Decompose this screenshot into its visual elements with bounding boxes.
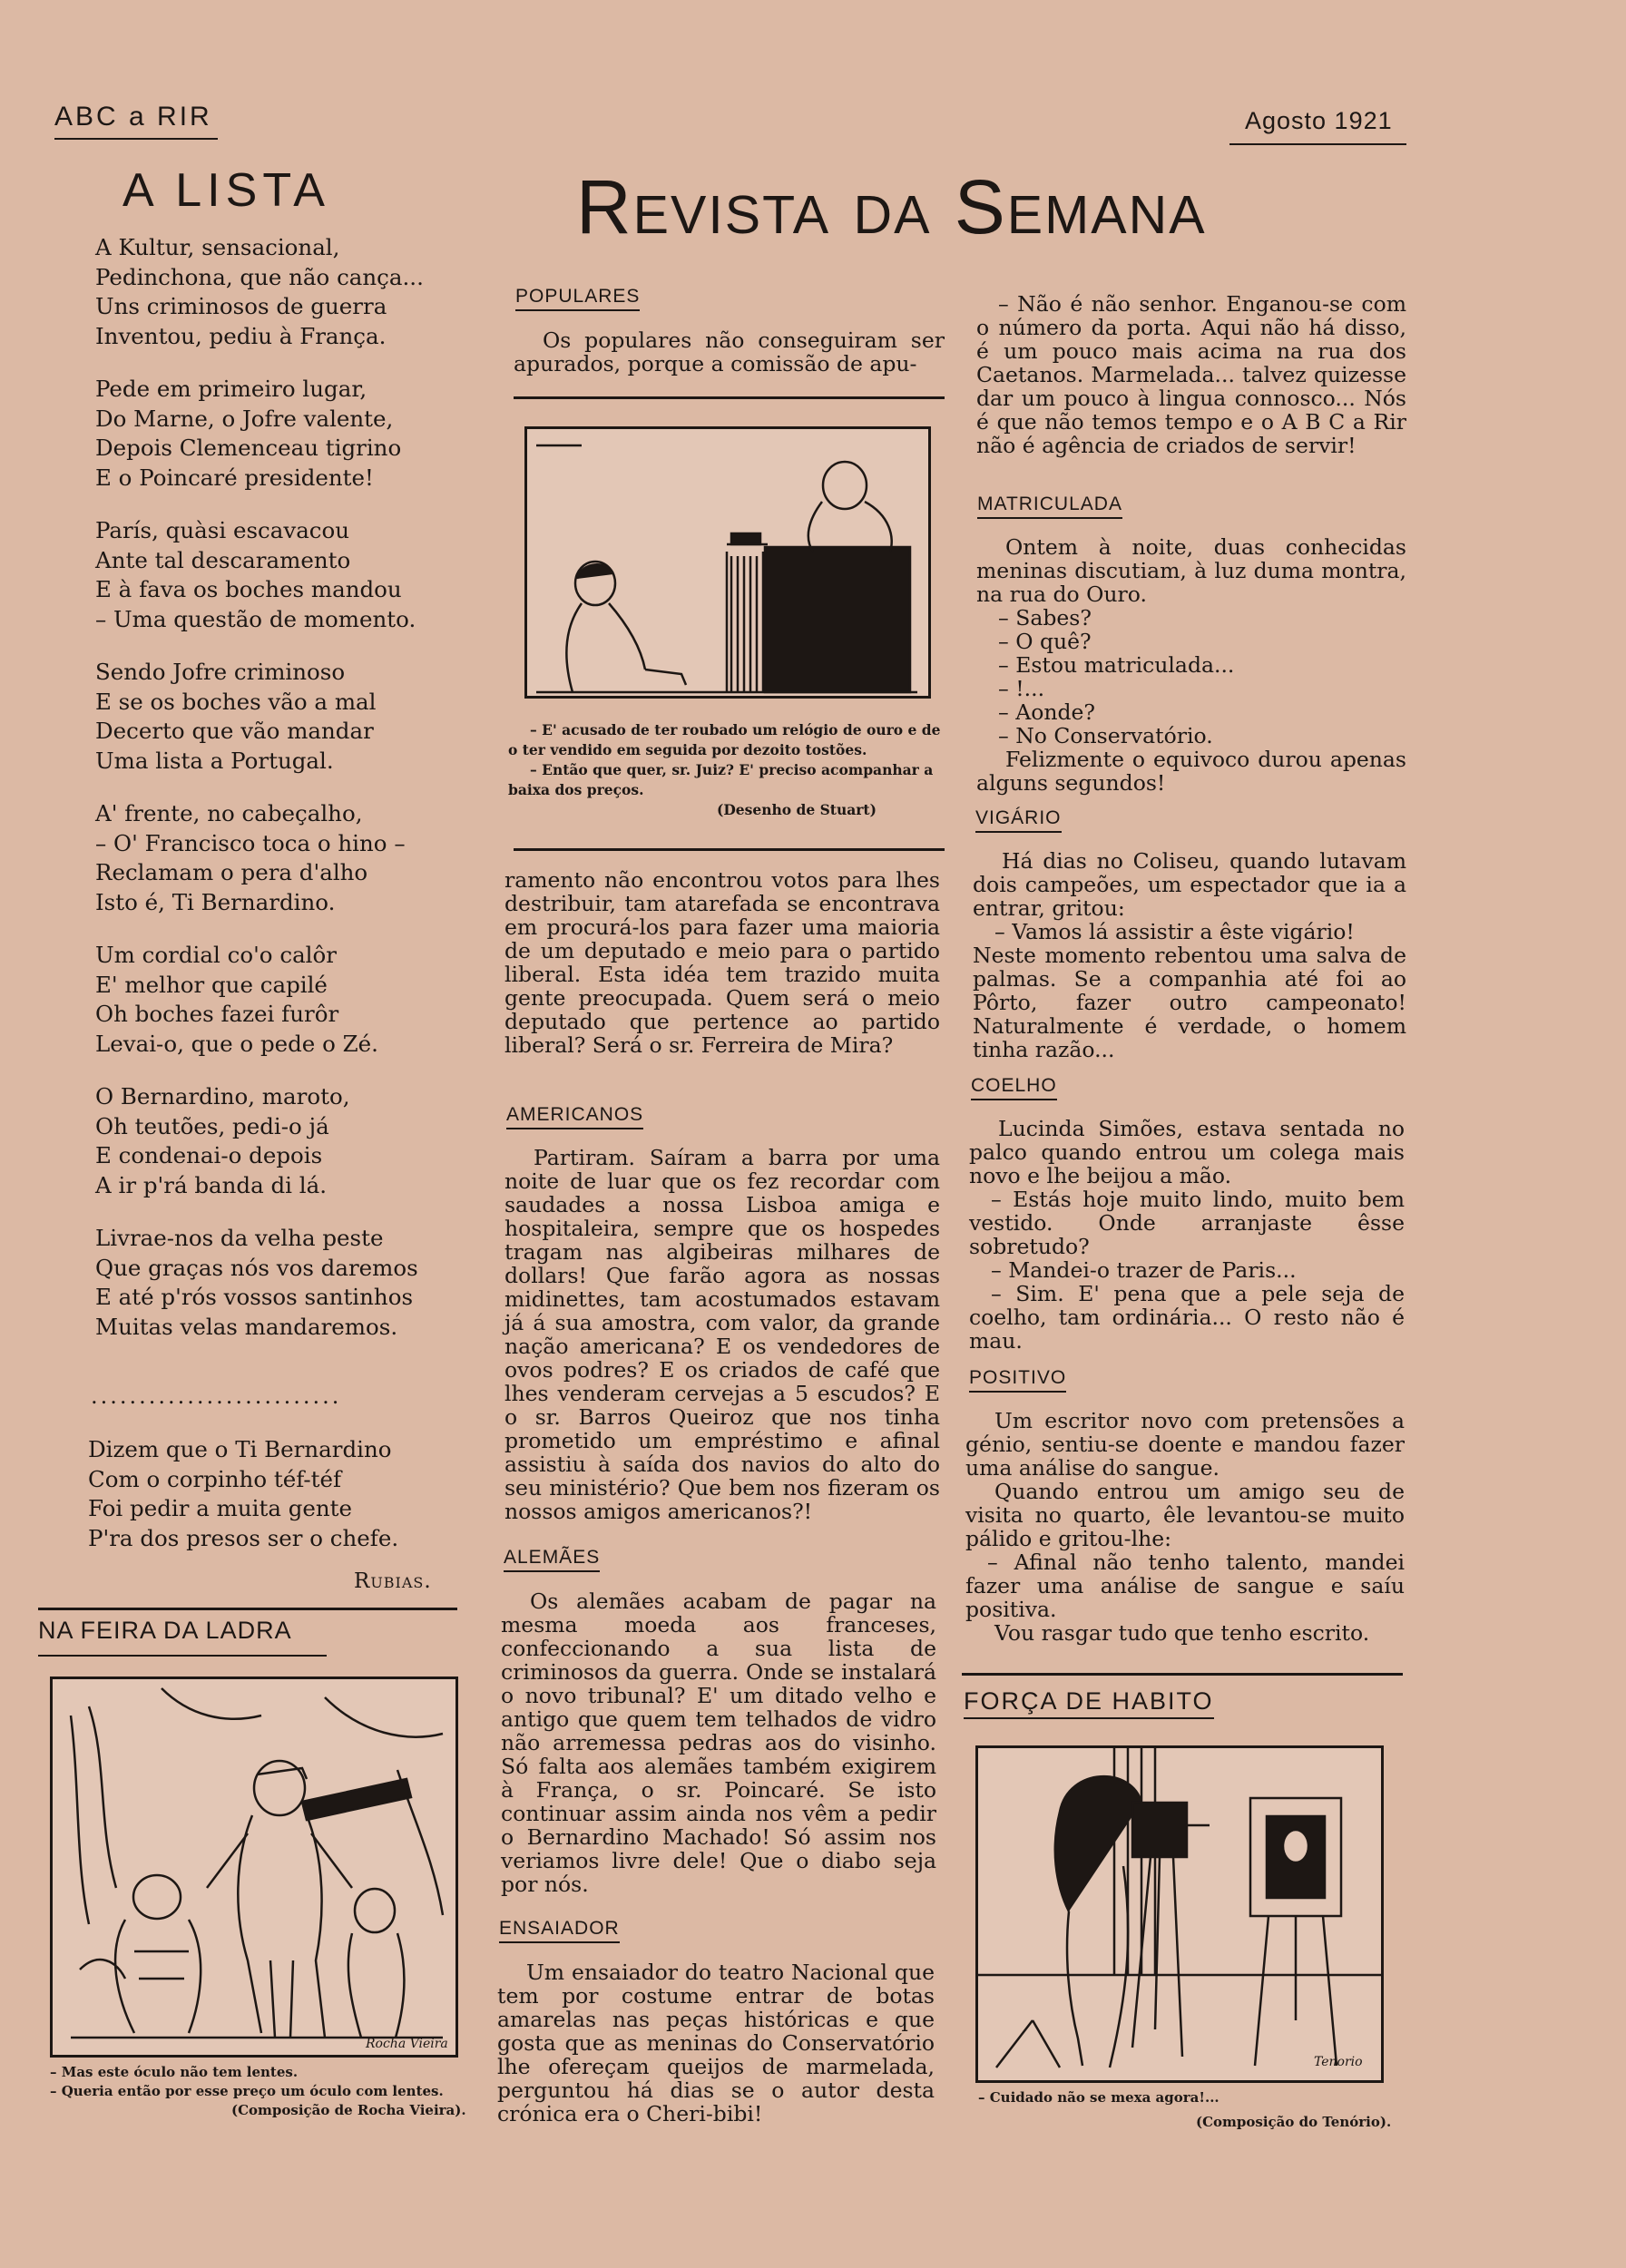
poem-line: Uns criminosos de guerra	[95, 293, 387, 319]
poem-line: E o Poincaré presidente!	[95, 464, 374, 491]
poem-line: Oh teutões, pedi-o já	[95, 1112, 329, 1139]
poem-stanza	[95, 799, 458, 917]
feira-caption-2: – Queria então por esse preço um óculo com lentes.	[50, 2083, 444, 2099]
forca-drawing	[978, 1748, 1381, 2080]
populares-continued-text: ramento não encontrou votos para lhes destribuir, tam atarefada se encontrava em procurá-los para fazer uma maioria de um deputado e meio para o partido liberal. Esta idéa tem trazido muita gente preocupada. Quem será o meio deputado que pertence ao partido liberal? Será o sr. Ferreira de Mira?	[504, 867, 940, 1058]
forca-caption-text: – Cuidado não se mexa agora!...	[978, 2089, 1220, 2106]
poem-stanza	[95, 233, 458, 351]
poem-dots: ..........................	[91, 1383, 342, 1409]
matriculada-heading-text: MATRICULADA	[977, 494, 1122, 519]
poem-line: E à fava os boches mandou	[95, 576, 402, 602]
vigario-heading-text: VIGÁRIO	[975, 807, 1062, 833]
americanos-text: Partiram. Saíram a barra por uma noite de luar que os fez recordar com saudades a nossa Lisboa amiga e hospitaleira, sempre que os hospedes tragam nas algibeiras milhares de dollars! Que farão agora as nossas midinettes, tam acostumados estavam já á sua amostra, com valor, da grande nação americana? E os vendedores de ovos podres? E os criados de café que lhes venderam cervejas a 5 escudos? E o sr. Barros Queiroz que nos tinha prometido um empréstimo e afinal assistiu à saída dos navios do alto do seu ministério? Que bem nos fizeram os nossos amigos americanos?!	[504, 1145, 940, 1524]
poem-line: Muitas velas mandaremos.	[95, 1313, 398, 1340]
coelho-line-2: – Mandei-o trazer de Paris...	[991, 1257, 1297, 1283]
poem-line: Uma lista a Portugal.	[95, 747, 334, 774]
coelho-heading	[971, 1075, 1057, 1100]
feira-title-text: NA FEIRA DA LADRA	[38, 1617, 292, 1644]
poem-line: P'ra dos presos ser o chefe.	[88, 1524, 399, 1551]
americanos-body	[504, 1146, 940, 1523]
forca-rule	[962, 1673, 1403, 1676]
dialogue-line: – Aonde?	[998, 699, 1096, 725]
dialogue-line: – Estou matriculada...	[998, 652, 1235, 678]
ensaiador-text: Um ensaiador do teatro Nacional que tem por costume entrar de botas amarelas nas peças históricas e que gosta que as meninas do Conservatório lhe ofereçam queijos de marmelada, perguntou há dias se o autor desta crónica era o Cheri-bibi!	[497, 1960, 935, 2126]
populares-lead-text: Os populares não conseguiram ser apurados, porque a comissão de apu-	[514, 327, 945, 376]
populares-caption-2: – Então que quer, sr. Juiz? E' preciso acompanhar a baixa dos preços.	[508, 761, 934, 798]
poem-line: E se os boches vão a mal	[95, 688, 377, 715]
poem-line: Pedinchona, que não cança...	[95, 263, 424, 290]
poem-line: Com o corpinho téf-téf	[88, 1465, 342, 1492]
poem-line: Isto é, Ti Bernardino.	[95, 888, 336, 915]
poem-line: – O' Francisco toca o hino –	[95, 829, 406, 856]
masthead-text: ABC a RIR	[54, 102, 212, 132]
poem-line: Ante tal descaramento	[95, 546, 351, 573]
poem-body	[95, 233, 458, 1365]
poem-stanza	[95, 941, 458, 1059]
forca-illustration	[975, 1745, 1384, 2083]
feira-illustration	[50, 1677, 458, 2058]
alemaes-heading	[504, 1547, 600, 1572]
vigario-body	[973, 849, 1406, 1061]
populares-rule-bottom	[514, 848, 945, 851]
alemaes-text: Os alemães acabam de pagar na mesma moeda aos franceses, confeccionando a sua lista de criminosos da guerra. Onde se instalará o novo tribunal? E' um ditado velho e antigo que quem tem telhados de vidro não arremessa pedras aos do visinho. Só falta aos alemães também exigirem à França, o sr. Poincaré. Se isto continuar assim ainda nos vêm a pedir o Bernardino Machado! Só assim nos veriamos livre dele! Que o diabo seja por nós.	[501, 1589, 936, 1897]
issue-date-text: Agosto 1921	[1245, 107, 1393, 134]
positivo-text: Um escritor novo com pretensões a génio, sentiu-se doente e mandou fazer uma análise do sangue.	[965, 1408, 1405, 1481]
vigario-text2: Neste momento rebentou uma salva de palmas. Se a companhia até foi ao Pôrto, fazer outro campeonato! Naturalmente é verdade, o homem tinha razão...	[973, 943, 1406, 1062]
populares-continued	[504, 868, 940, 1057]
alemaes-body	[501, 1589, 936, 1896]
vigario-heading	[975, 807, 1062, 833]
coelho-body	[969, 1117, 1405, 1353]
positivo-text3: Vou rasgar tudo que tenho escrito.	[994, 1620, 1370, 1646]
issue-date	[1245, 107, 1393, 135]
populares-heading-text: POPULARES	[515, 286, 640, 311]
poem-line: A' frente, no cabeçalho,	[95, 800, 363, 826]
positivo-heading	[969, 1367, 1066, 1393]
col3-top-text: – Não é não senhor. Enganou-se com o número da porta. Aqui não há disso, é um pouco mais acima na rua dos Caetanos. Marmelada... talvez quizesse dar um pouco à lingua connosco... Nós é que não temos tempo e o A B C a Rir não é agência de criados de servir!	[976, 291, 1406, 458]
poem-line: Reclamam o pera d'alho	[95, 859, 368, 885]
poem-line: O Bernardino, maroto,	[95, 1083, 350, 1110]
americanos-heading	[506, 1104, 643, 1129]
vigario-text: Há dias no Coliseu, quando lutavam dois campeões, um espectador que ia a entrar, gritou:	[973, 848, 1406, 921]
coelho-text: Lucinda Simões, estava sentada no palco quando entrou um colega mais novo e lhe beijou a mão.	[969, 1116, 1405, 1188]
poem-stanza	[95, 516, 458, 634]
americanos-heading-text: AMERICANOS	[506, 1104, 643, 1129]
feira-title	[38, 1617, 292, 1647]
poem-author: Rubias.	[354, 1569, 432, 1593]
poem-line: E até p'rós vossos santinhos	[95, 1284, 414, 1310]
feira-drawing	[53, 1679, 455, 2055]
coelho-line-3: – Sim. E' pena que a pele seja de coelho, tam ordinária... O resto não é mau.	[969, 1281, 1405, 1354]
populares-lead	[514, 328, 945, 376]
poem-line: Oh boches fazei furôr	[95, 1001, 339, 1027]
poem-line: E' melhor que capilé	[95, 971, 328, 998]
forca-credit: (Composição do Tenório).	[1196, 2114, 1392, 2130]
populares-credit: (Desenho de Stuart)	[717, 801, 877, 818]
populares-caption-1: – E' acusado de ter roubado um relógio de ouro e de o ter vendido em seguida por dezoito tostões.	[508, 721, 941, 758]
ensaiador-heading-text: ENSAIADOR	[499, 1918, 620, 1943]
poem-line: Levai-o, que o pede o Zé.	[95, 1030, 378, 1057]
poem-line: Livrae-nos da velha peste	[95, 1225, 384, 1251]
poem-line: Um cordial co'o calôr	[95, 942, 337, 968]
poem-line: Sendo Jofre criminoso	[95, 659, 346, 685]
poem-line: Do Marne, o Jofre valente,	[95, 405, 394, 432]
positivo-line: – Afinal não tenho talento, mandei fazer uma análise de sangue e saíu positiva.	[965, 1549, 1405, 1622]
positivo-heading-text: POSITIVO	[969, 1367, 1066, 1393]
poem-line: Inventou, pediu à França.	[95, 322, 387, 349]
poem-line: E condenai-o depois	[95, 1142, 323, 1168]
date-rule	[1229, 143, 1406, 145]
poem-line: Pede em primeiro lugar,	[95, 376, 367, 402]
feira-caption	[50, 2063, 476, 2120]
poem-stanza	[95, 1082, 458, 1200]
poem-stanza	[95, 375, 458, 493]
tribunal-drawing	[527, 429, 928, 696]
poem-line: Foi pedir a muita gente	[88, 1495, 353, 1521]
poem-stanza	[95, 1224, 458, 1342]
populares-caption	[508, 720, 945, 820]
feira-caption-1: – Mas este óculo não tem lentes.	[50, 2064, 299, 2080]
positivo-body	[965, 1409, 1405, 1645]
matriculada-dialogue	[976, 606, 1406, 748]
ensaiador-body	[497, 1960, 935, 2126]
alemaes-heading-text: ALEMÃES	[504, 1547, 600, 1572]
dialogue-line: – No Conservatório.	[998, 723, 1213, 748]
vigario-line: – Vamos lá assistir a êste vigário!	[994, 919, 1355, 944]
matriculada-body	[976, 535, 1406, 795]
poem-line: París, quàsi escavacou	[95, 517, 350, 543]
forca-heading	[964, 1687, 1214, 1719]
col3-top	[976, 292, 1406, 457]
feira-signature: Rocha Vieira	[366, 2037, 448, 2051]
masthead-rule	[54, 138, 218, 140]
dialogue-line: – O quê?	[998, 629, 1092, 654]
coelho-heading-text: COELHO	[971, 1075, 1057, 1100]
poem-line: A ir p'rá banda di lá.	[95, 1171, 328, 1198]
positivo-text2: Quando entrou um amigo seu de visita no quarto, êle levantou-se muito pálido e gritou-lhe:	[965, 1479, 1405, 1551]
tribunal-illustration	[524, 426, 931, 699]
poem-stanza	[95, 658, 458, 776]
populares-rule-top	[514, 396, 945, 399]
feira-title-rule	[38, 1655, 327, 1657]
ensaiador-heading	[499, 1918, 620, 1943]
poem-line: Decerto que vão mandar	[95, 718, 374, 744]
poem-line: A Kultur, sensacional,	[95, 234, 340, 260]
populares-heading	[515, 286, 640, 311]
forca-heading-text: FORÇA DE HABITO	[964, 1687, 1214, 1719]
feira-credit: (Composição de Rocha Vieira).	[231, 2102, 466, 2118]
poem-stanza	[88, 1435, 451, 1553]
dialogue-line: – !...	[998, 676, 1045, 701]
matriculada-intro: Ontem à noite, duas conhecidas meninas discutiam, à luz duma montra, na rua do Ouro.	[976, 534, 1406, 607]
poem-line: – Uma questão de momento.	[95, 605, 416, 632]
poem-last-stanza	[88, 1435, 451, 1577]
matriculada-heading	[977, 494, 1122, 519]
forca-signature: Tenorio	[1314, 2055, 1363, 2069]
poem-title: A LISTA	[122, 164, 330, 217]
poem-line: Dizem que o Ti Bernardino	[88, 1436, 392, 1462]
poem-bottom-rule	[38, 1608, 457, 1610]
poem-line: Depois Clemenceau tigrino	[95, 435, 402, 461]
revista-title: Revista da Semana	[576, 164, 1207, 249]
poem-line: Que graças nós vos daremos	[95, 1254, 418, 1281]
dialogue-line: – Sabes?	[998, 605, 1092, 631]
masthead	[54, 102, 212, 132]
matriculada-outro: Felizmente o equivoco durou apenas alguns segundos!	[976, 747, 1406, 796]
forca-caption	[978, 2088, 1414, 2132]
coelho-line-1: – Estás hoje muito lindo, muito bem vestido. Onde arranjaste êsse sobretudo?	[969, 1187, 1405, 1259]
